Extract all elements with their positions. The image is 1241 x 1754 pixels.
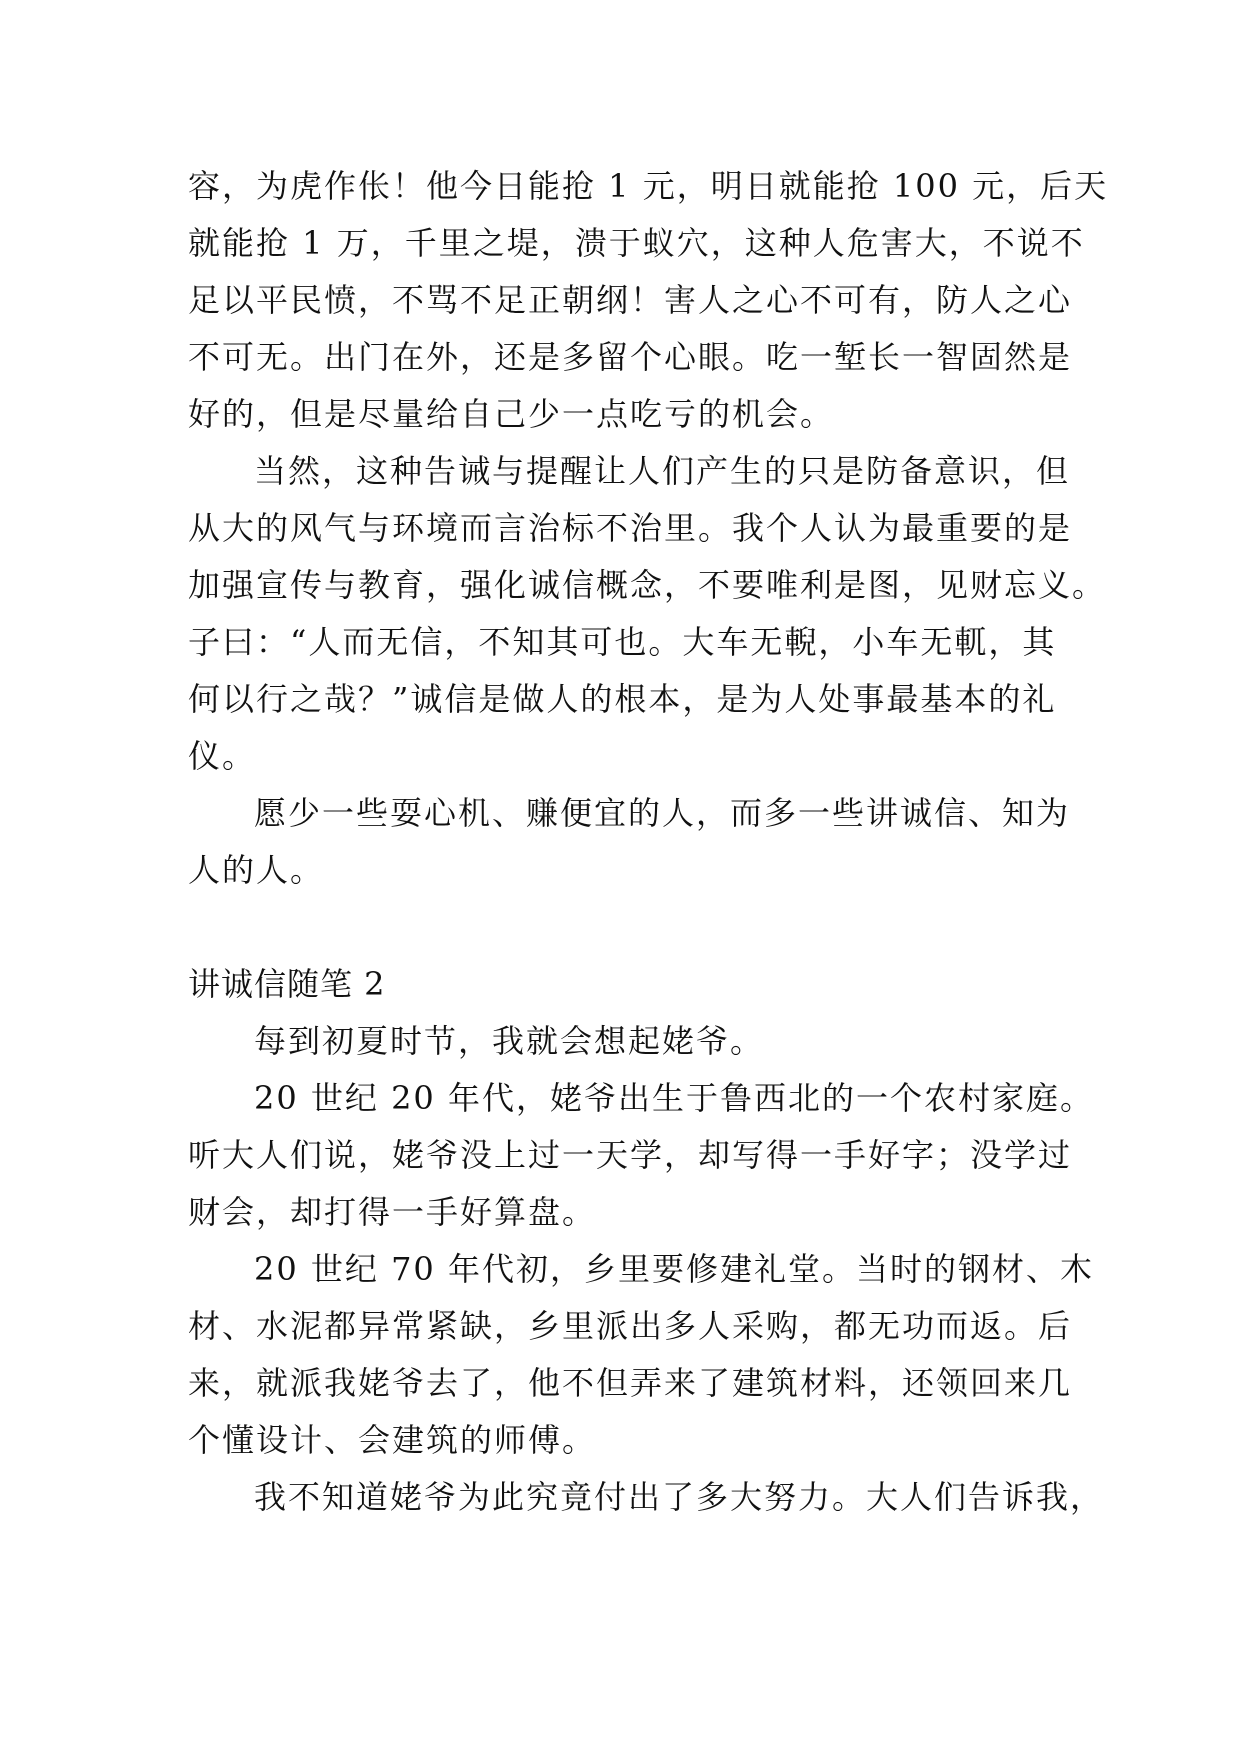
text-line: 不可无。出门在外，还是多留个心眼。吃一堑长一智固然是 (188, 338, 1073, 376)
text-line: 仪。 (188, 737, 257, 775)
paragraph (188, 785, 1071, 899)
blank-line (188, 899, 1052, 956)
text-line: 20 世纪 70 年代初，乡里要修建礼堂。当时的钢材、木 (254, 1250, 1094, 1288)
text-line: 容，为虎作伥！他今日能抢 1 元，明日就能抢 100 元，后天 (188, 167, 1109, 205)
text-line: 人的人。 (188, 851, 325, 889)
text-line: 当然，这种告诫与提醒让人们产生的只是防备意识，但 (254, 452, 1071, 490)
text-line: 个懂设计、会建筑的师傅。 (188, 1421, 597, 1459)
text-line: 材、水泥都异常紧缺，乡里派出多人采购，都无功而返。后 (188, 1307, 1073, 1345)
text-line: 好的，但是尽量给自己少一点吃亏的机会。 (188, 395, 835, 433)
text-line: 20 世纪 20 年代，姥爷出生于鲁西北的一个农村家庭。 (254, 1079, 1094, 1117)
text-line: 子曰：“人而无信，不知其可也。大车无輗，小车无軏，其 (188, 623, 1057, 661)
paragraph (188, 1469, 1105, 1526)
paragraph (188, 443, 1107, 785)
document-body (188, 158, 1109, 1526)
paragraph (188, 1241, 1094, 1469)
text-line: 何以行之哉？”诚信是做人的根本，是为人处事最基本的礼 (188, 680, 1057, 718)
text-line: 每到初夏时节，我就会想起姥爷。 (254, 1022, 765, 1060)
paragraph (188, 1013, 1052, 1070)
text-line: 听大人们说，姥爷没上过一天学，却写得一手好字；没学过 (188, 1136, 1073, 1174)
paragraph (188, 158, 1109, 443)
text-line: 就能抢 1 万，千里之堤，溃于蚁穴，这种人危害大，不说不 (188, 224, 1085, 262)
text-line: 财会，却打得一手好算盘。 (188, 1193, 597, 1231)
text-line: 加强宣传与教育，强化诚信概念，不要唯利是图，见财忘义。 (188, 566, 1107, 604)
paragraph (188, 1070, 1094, 1241)
text-line: 从大的风气与环境而言治标不治里。我个人认为最重要的是 (188, 509, 1073, 547)
section-heading: 讲诚信随笔 2 (188, 965, 386, 1003)
text-line: 愿少一些耍心机、赚便宜的人，而多一些讲诚信、知为 (254, 794, 1071, 832)
text-line: 足以平民愤，不骂不足正朝纲！害人之心不可有，防人之心 (188, 281, 1073, 319)
text-line: 来，就派我姥爷去了，他不但弄来了建筑材料，还领回来几 (188, 1364, 1073, 1402)
text-line: 我不知道姥爷为此究竟付出了多大努力。大人们告诉我， (254, 1478, 1105, 1516)
